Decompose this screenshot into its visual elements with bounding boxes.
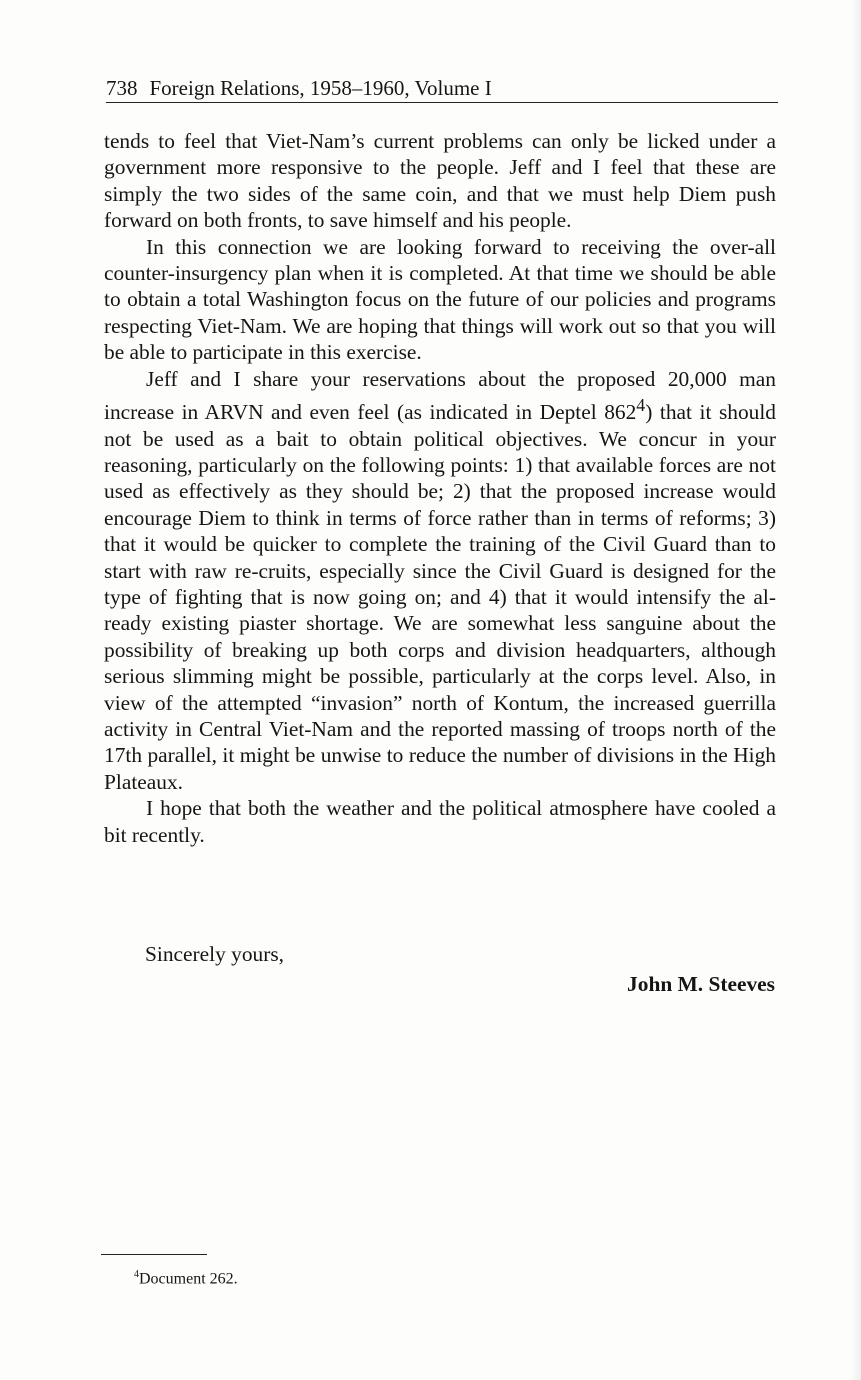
page-edge-shadow (851, 0, 861, 1380)
signature: John M. Steeves (627, 972, 775, 996)
page-number: 738 (106, 76, 138, 100)
footnote-reference: 4 (636, 395, 646, 416)
paragraph-counter-insurgency: In this connection we are looking forward to receiving the over-all counter-insurgency plan when it is completed. At that time we should be able to obtain a total Washington focus on the future of our policies and programs respecting Viet-Nam. We are hoping that things will work out so that you will be able to participate in this exercise. (104, 234, 776, 365)
paragraph-arvn-text-start: Jeff and I share your reservations about the proposed 20,000 man increase in ARVN and even feel (as indicated in Deptel 862 (104, 366, 776, 425)
footnote (134, 1264, 238, 1290)
footnote-divider (101, 1254, 207, 1255)
letter-body (104, 128, 776, 848)
publication-title: Foreign Relations, 1958–1960, Volume I (149, 76, 492, 100)
paragraph-weather: I hope that both the weather and the political atmosphere have cooled a bit recently. (104, 796, 776, 847)
running-header (106, 74, 778, 103)
paragraph-arvn-text-end: ) that it should not be used as a bait to obtain political objectives. We concur in your reasoning, particularly on the following points: 1) that available forces are not used as effectively as they should be; 2) that the proposed increase would encourage Diem to think in terms of force rather than in terms of reforms; 3) that it would be quicker to complete the training of the Civil Guard than to start with raw re-cruits, especially since the Civil Guard is designed for the type of fighting that is now going on; and 4) that it would intensify the al-ready existing piaster shortage. We are somewhat less sanguine about the possibility of breaking up both corps and division headquarters, although serious slimming might be possible, particularly at the corps level. Also, in view of the attempted “invasion” north of Kontum, the increased guerrilla activity in Central Viet-Nam and the reported massing of troops north of the 17th parallel, it might be unwise to reduce the number of divisions in the High Plateaux. (104, 400, 776, 794)
footnote-text: Document 262. (139, 1270, 238, 1288)
paragraph-continuation: tends to feel that Viet-Nam’s current problems can only be licked under a government more responsive to the people. Jeff and I feel that these are simply the two sides of the same coin, and that we must help Diem push forward on both fronts, to save himself and his people. (104, 129, 776, 233)
closing-salutation: Sincerely yours, (145, 942, 285, 966)
paragraph-arvn-increase (104, 366, 776, 796)
footnote-marker: 4 (134, 1269, 139, 1280)
